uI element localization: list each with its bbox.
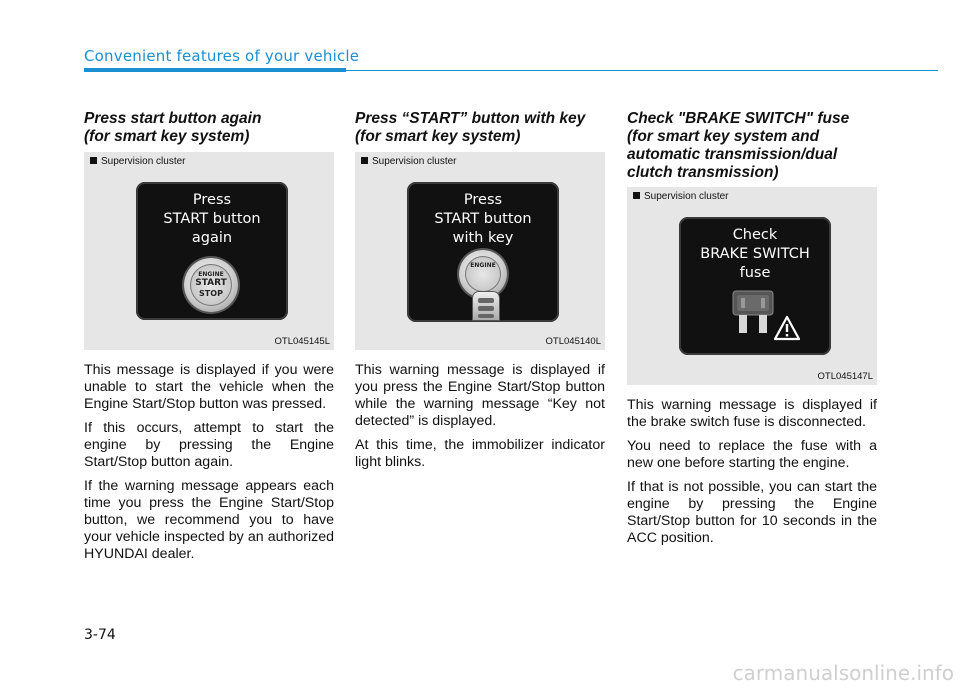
header-rule xyxy=(346,70,938,71)
section-title: Press “START” button with key (for smart key system) xyxy=(355,110,586,145)
paragraph: You need to replace the fuse with a new one before starting the engine. xyxy=(627,438,877,471)
figure-panel xyxy=(627,187,877,385)
bullet-square-icon xyxy=(633,192,640,199)
cluster-display xyxy=(136,182,288,320)
header-accent-bar xyxy=(84,68,346,72)
button-text-engine: ENGINE xyxy=(470,262,496,269)
cluster-message: Press START button with key xyxy=(434,192,532,246)
paragraph: This warning message is displayed if you press the Engine Start/Stop button while the warning message “Key not detected” is displayed. xyxy=(355,362,605,429)
watermark: carmanualsonline.info xyxy=(732,661,954,685)
paragraph: At this time, the immobilizer indicator light blinks. xyxy=(355,437,605,470)
cluster-message: Press START button again xyxy=(163,192,261,246)
figure-label xyxy=(633,191,728,202)
figure-code: OTL045145L xyxy=(274,336,330,347)
engine-start-stop-button-icon xyxy=(184,258,238,312)
section-press-start-again xyxy=(84,110,334,570)
section-title: Press start button again (for smart key system) xyxy=(84,110,262,145)
figure-label xyxy=(90,156,185,167)
figure-code: OTL045147L xyxy=(817,371,873,382)
figure-panel xyxy=(84,152,334,350)
button-text-engine: ENGINE xyxy=(198,271,224,278)
warning-triangle-icon xyxy=(773,315,801,341)
section-check-brake-switch-fuse xyxy=(627,110,877,554)
button-text-stop: STOP xyxy=(199,289,223,298)
paragraph: If the warning message appears each time you press the Engine Start/Stop button, we recommend you to have your vehicle inspected by an authorized HYUNDAI dealer. xyxy=(84,478,334,562)
cluster-display xyxy=(679,217,831,355)
section-press-start-with-key xyxy=(355,110,605,478)
figure-code: OTL045140L xyxy=(545,336,601,347)
paragraph: If that is not possible, you can start the engine by pressing the Engine Start/Stop button for 10 seconds in the ACC position. xyxy=(627,479,877,546)
smart-key-icon xyxy=(473,292,499,320)
figure-label-text: Supervision cluster xyxy=(101,156,186,167)
figure-panel xyxy=(355,152,605,350)
paragraph: This message is displayed if you were unable to start the vehicle when the Engine Start/Stop button was pressed. xyxy=(84,362,334,412)
cluster-display xyxy=(407,182,559,322)
figure-label-text: Supervision cluster xyxy=(644,191,729,202)
engine-button-icon xyxy=(459,250,507,298)
page-number: 3-74 xyxy=(84,627,116,643)
paragraph: This warning message is displayed if the brake switch fuse is disconnected. xyxy=(627,397,877,430)
bullet-square-icon xyxy=(361,157,368,164)
section-header-title: Convenient features of your vehicle xyxy=(84,47,360,65)
cluster-message: Check BRAKE SWITCH fuse xyxy=(700,227,810,281)
fuse-icon xyxy=(731,289,775,335)
button-text-start: START xyxy=(195,278,227,288)
figure-label-text: Supervision cluster xyxy=(372,156,457,167)
bullet-square-icon xyxy=(90,157,97,164)
figure-label xyxy=(361,156,456,167)
section-title: Check "BRAKE SWITCH" fuse (for smart key system and automatic transmission/dual clutch transmission) xyxy=(627,110,850,181)
paragraph: If this occurs, attempt to start the engine by pressing the Engine Start/Stop button again. xyxy=(84,420,334,470)
